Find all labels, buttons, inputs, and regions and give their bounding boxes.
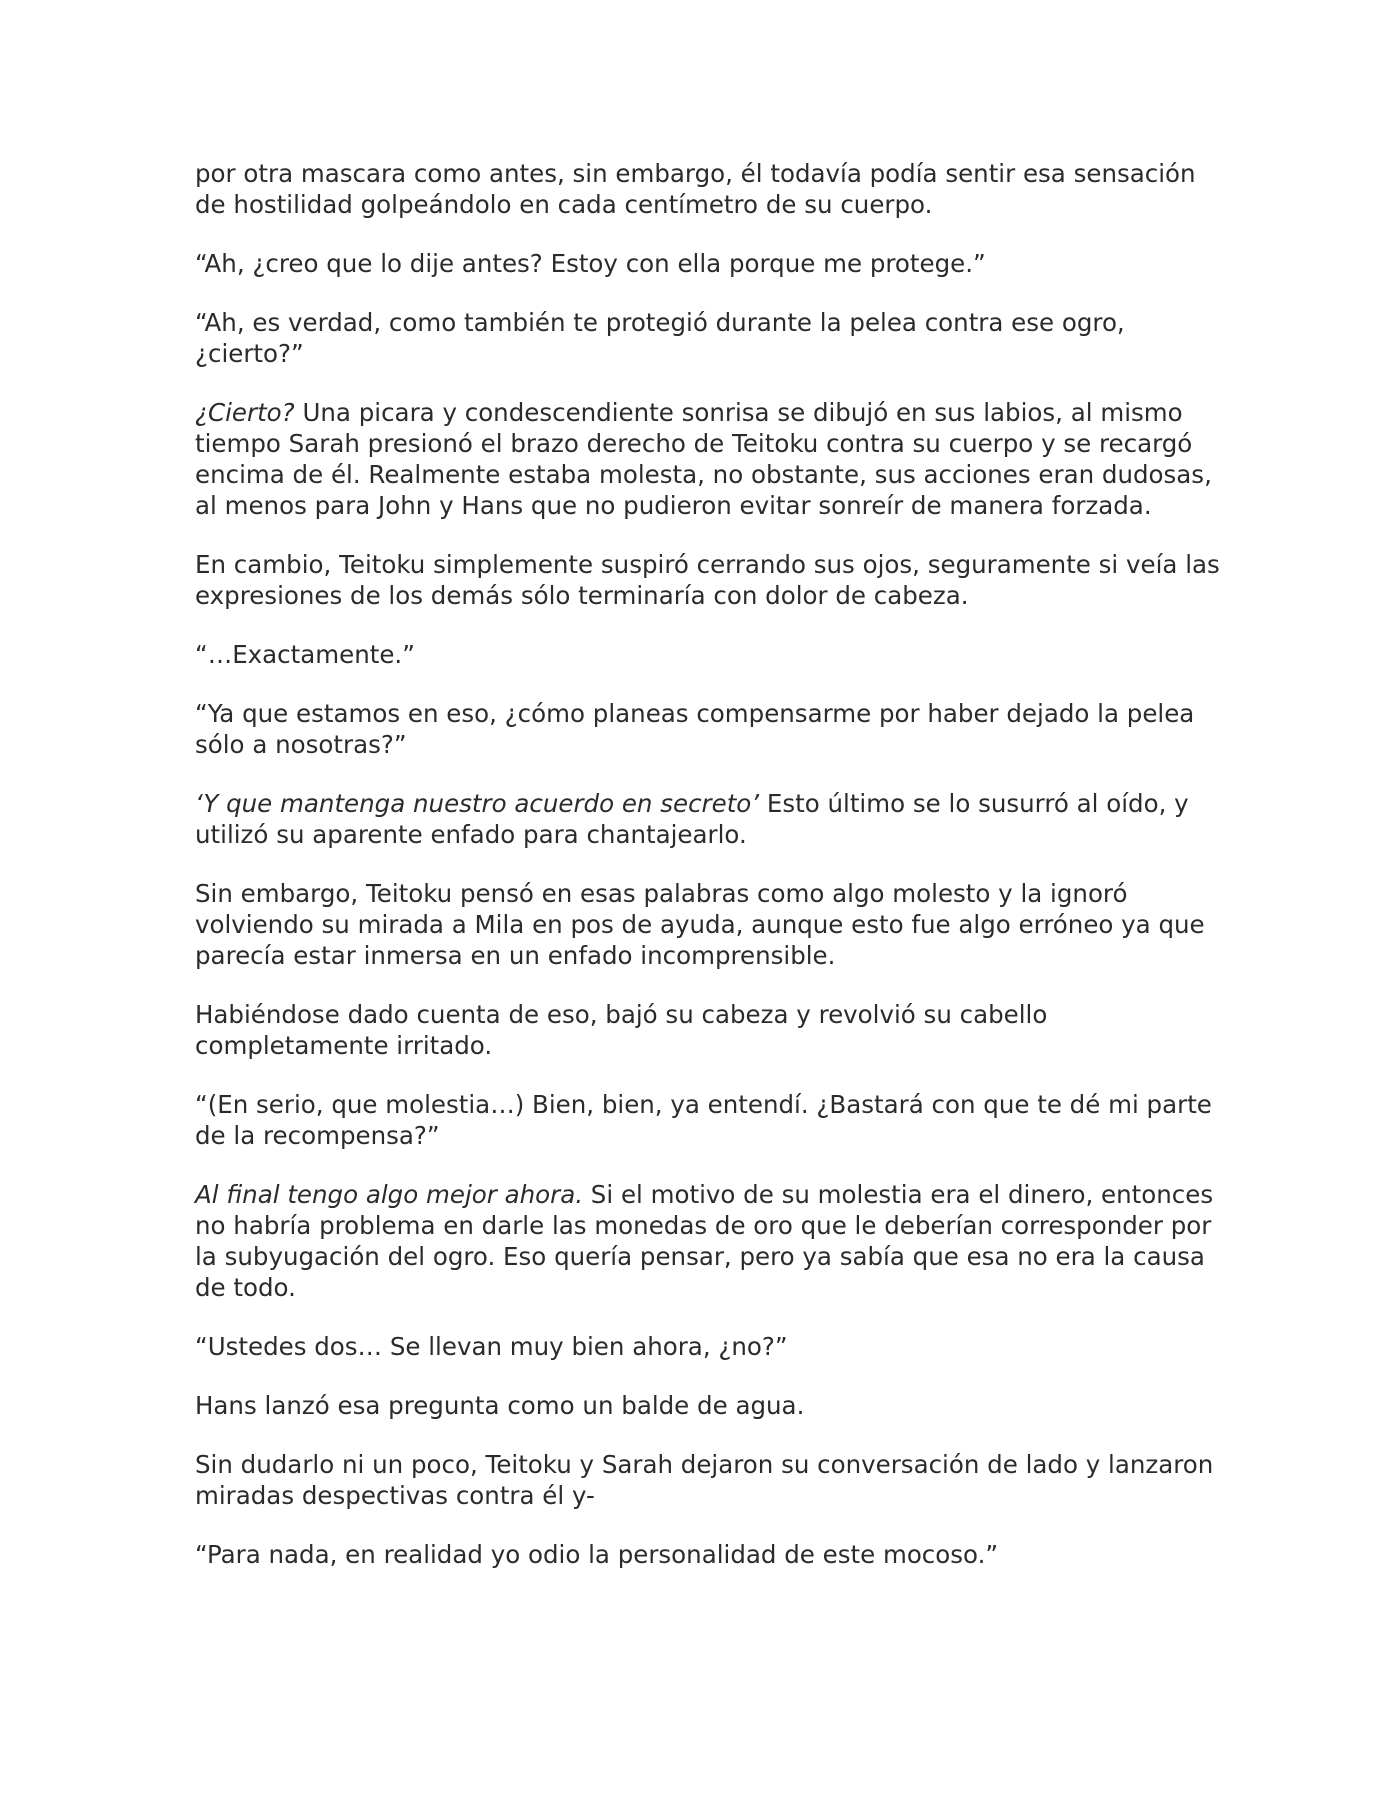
italic-phrase: Al final tengo algo mejor ahora. bbox=[195, 1180, 584, 1209]
paragraph-1: por otra mascara como antes, sin embargo, él todavía podía sentir esa sensación de hostilidad golpeándolo en cada centímetro de su cuerpo. bbox=[195, 159, 1196, 219]
paragraph-2: “Ah, ¿creo que lo dije antes? Estoy con ella porque me protege.” bbox=[195, 249, 986, 278]
paragraph-15: Sin dudarlo ni un poco, Teitoku y Sarah dejaron su conversación de lado y lanzaron miradas despectivas contra él y- bbox=[195, 1450, 1214, 1510]
paragraph-4: ¿Cierto? Una picara y condescendiente sonrisa se dibujó en sus labios, al mismo tiempo Sarah presionó el brazo derecho de Teitoku contra su cuerpo y se recargó encima de él. Realmente estaba molesta, no obstante, sus acciones eran dudosas, al menos para John y Hans que no pudieron evitar sonreír de manera forzada. bbox=[195, 398, 1212, 520]
paragraph-13: “Ustedes dos… Se llevan muy bien ahora, ¿no?” bbox=[195, 1332, 788, 1361]
paragraph-5: En cambio, Teitoku simplemente suspiró cerrando sus ojos, seguramente si veía las expresiones de los demás sólo terminaría con dolor de cabeza. bbox=[195, 550, 1220, 610]
paragraph-8: ‘Y que mantenga nuestro acuerdo en secreto’ Esto último se lo susurró al oído, y utilizó su aparente enfado para chantajearlo. bbox=[195, 789, 1189, 849]
paragraph-11: “(En serio, que molestia…) Bien, bien, ya entendí. ¿Bastará con que te dé mi parte de la recompensa?” bbox=[195, 1090, 1212, 1150]
paragraph-3: “Ah, es verdad, como también te protegió durante la pelea contra ese ogro, ¿cierto?” bbox=[195, 308, 1125, 368]
italic-phrase: ¿Cierto? bbox=[195, 398, 295, 427]
document-page bbox=[195, 158, 1225, 1598]
italic-phrase: ‘Y que mantenga nuestro acuerdo en secreto’ bbox=[195, 789, 760, 818]
paragraph-7: “Ya que estamos en eso, ¿cómo planeas compensarme por haber dejado la pelea sólo a nosotras?” bbox=[195, 699, 1195, 759]
paragraph-16: “Para nada, en realidad yo odio la personalidad de este mocoso.” bbox=[195, 1540, 999, 1569]
paragraph-10: Habiéndose dado cuenta de eso, bajó su cabeza y revolvió su cabello completamente irritado. bbox=[195, 1000, 1048, 1060]
paragraph-9: Sin embargo, Teitoku pensó en esas palabras como algo molesto y la ignoró volviendo su mirada a Mila en pos de ayuda, aunque esto fue algo erróneo ya que parecía estar inmersa en un enfado incomprensible. bbox=[195, 879, 1205, 970]
paragraph-6: “…Exactamente.” bbox=[195, 640, 415, 669]
paragraph-12: Al final tengo algo mejor ahora. Si el motivo de su molestia era el dinero, entonces no habría problema en darle las monedas de oro que le deberían corresponder por la subyugación del ogro. Eso quería pensar, pero ya sabía que esa no era la causa de todo. bbox=[195, 1180, 1214, 1302]
paragraph-14: Hans lanzó esa pregunta como un balde de agua. bbox=[195, 1391, 805, 1420]
